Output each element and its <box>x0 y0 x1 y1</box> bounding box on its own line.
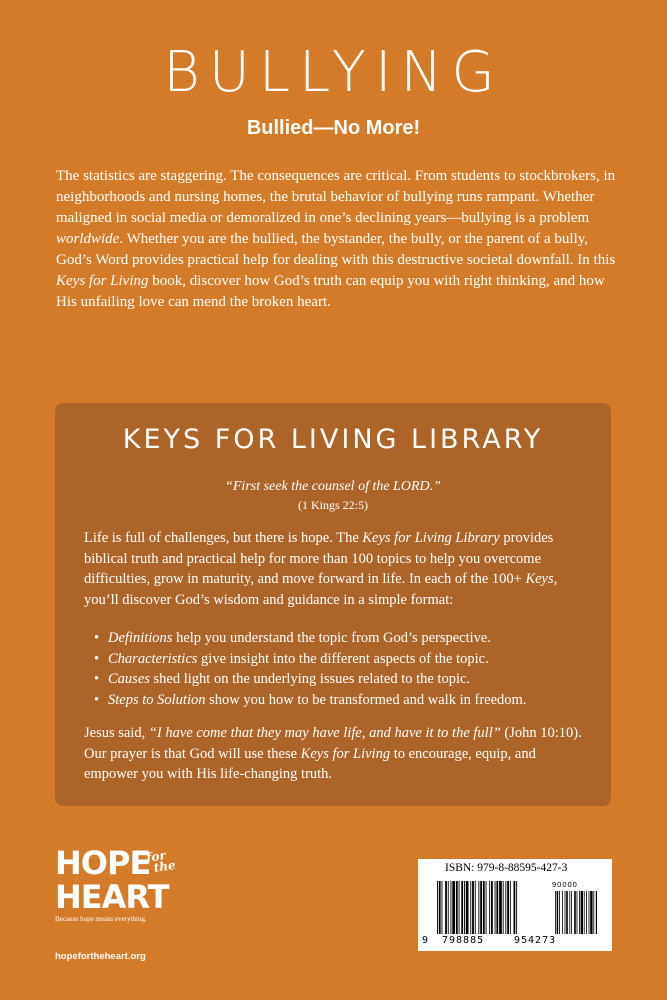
barcode-bar <box>475 881 476 934</box>
barcode-addon-bar <box>593 891 594 934</box>
isbn-number: ISBN: 979-8-88595-427-3 <box>445 862 568 874</box>
barcode-bar <box>470 881 471 934</box>
feature-item <box>84 669 589 690</box>
barcode-bar <box>445 881 447 934</box>
barcode-right-digits: 954273 <box>514 935 557 946</box>
barcode-addon-bar <box>557 891 559 934</box>
barcode-left-digits: 798885 <box>442 935 485 946</box>
feature-term: Steps to Solution <box>108 691 206 708</box>
feature-item <box>84 690 589 711</box>
feature-text: help you understand the topic from God’s perspective. <box>172 630 491 646</box>
book-title: BULLYING <box>163 40 504 105</box>
closing-text-1: Jesus said, <box>84 725 149 741</box>
barcode-block <box>418 859 612 951</box>
barcode-addon-bar <box>566 891 568 934</box>
barcode-lead-digit: 9 <box>422 935 430 946</box>
feature-term: Characteristics <box>108 650 198 667</box>
intro-series-name: Keys for Living <box>56 273 149 289</box>
barcode-bar <box>510 881 511 934</box>
barcode-bar <box>503 881 504 934</box>
library-quote: “First seek the counsel of the LORD.” <box>225 479 441 494</box>
library-heading: KEYS FOR LIVING LIBRARY <box>122 424 544 455</box>
barcode-bar <box>489 881 490 934</box>
barcode-bar <box>437 881 438 934</box>
barcode-bar <box>451 881 452 934</box>
library-text-2: provides biblical truth and practical help for more than 100 topics to help you overcome difficulties, grow in maturity, and move forward in life. In each of the 100+ <box>84 530 554 587</box>
barcode-bar <box>439 881 441 934</box>
barcode-addon-bar <box>565 891 566 934</box>
barcode-bar <box>496 881 498 934</box>
publisher-website: hopefortheheart.org <box>55 951 146 962</box>
barcode-addon-bar <box>590 891 592 934</box>
closing-reference: (John 10:10). Our prayer is that God will use these <box>84 725 582 762</box>
feature-list <box>84 628 589 710</box>
barcode-bar <box>507 881 509 934</box>
barcode-addon-bar <box>569 891 570 934</box>
feature-item <box>84 628 589 649</box>
barcode-addon-bar <box>589 891 590 934</box>
barcode-addon: 90000 <box>552 880 578 889</box>
logo-heart: HEART <box>55 878 169 916</box>
barcode-addon-bar <box>579 891 580 934</box>
library-closing <box>84 723 589 785</box>
barcode-bar <box>459 881 460 934</box>
book-subtitle: Bullied—No More! <box>246 117 421 139</box>
intro-paragraph <box>56 166 616 313</box>
feature-term: Definitions <box>108 630 173 646</box>
barcode-bar <box>486 881 487 934</box>
barcode-addon-bar <box>596 891 597 934</box>
logo-tagline: Because hope means everything. <box>55 915 147 923</box>
library-name: Keys for Living Library <box>362 530 500 546</box>
intro-text-3: book, discover how God’s truth can equip you with right thinking, and how His unfailing love can mend the broken heart. <box>56 273 605 310</box>
barcode-addon-bar <box>574 891 576 934</box>
barcode-addon-bar <box>586 891 587 934</box>
barcode-bar <box>472 881 474 934</box>
publisher-logo <box>55 846 190 923</box>
library-quote-reference: (1 Kings 22:5) <box>298 498 368 512</box>
barcode-addon-bar <box>577 891 578 934</box>
barcode-bar <box>466 881 469 934</box>
intro-emphasis: worldwide <box>56 231 120 247</box>
logo-for: for <box>145 848 167 865</box>
barcode-bar <box>478 881 479 934</box>
barcode-bar <box>442 881 443 934</box>
closing-text-2: to encourage, equip, and empower you with His life-changing truth. <box>84 745 536 782</box>
barcode-bar <box>480 881 482 934</box>
library-keys-word: Keys <box>525 571 554 587</box>
feature-term: Causes <box>108 671 150 687</box>
closing-series: Keys for Living <box>300 745 391 762</box>
barcode-addon-bar <box>584 891 585 934</box>
barcode-addon-bar <box>571 891 572 934</box>
barcode-addon-bar <box>562 891 563 934</box>
barcode-bar <box>491 881 493 934</box>
barcode-bar <box>514 881 516 934</box>
barcode-addon-bar <box>555 891 556 934</box>
barcode-bar <box>461 881 463 934</box>
intro-text-1: The statistics are staggering. The consequences are critical. From students to stockbrokers, in neighborhoods and nursing homes, the brutal behavior of bullying runs rampant. Whether maligned in social media or demoralized in one’s declining years—bullying is a problem <box>56 168 616 226</box>
barcode-bar <box>495 881 496 934</box>
logo-the: the <box>152 857 177 875</box>
feature-item <box>84 649 589 670</box>
barcode-bar <box>499 881 502 934</box>
barcode-addon-bar <box>559 891 560 934</box>
barcode-bar <box>516 881 517 934</box>
barcode-bar <box>505 881 506 934</box>
logo-hope: HOPE <box>55 844 151 882</box>
closing-quote: “I have come that they may have life, and have it to the full” <box>148 725 501 741</box>
library-text-1: Life is full of challenges, but there is hope. The <box>84 530 363 546</box>
barcode-bar <box>452 881 455 934</box>
library-description <box>84 528 589 610</box>
library-panel <box>55 403 611 806</box>
intro-text-2: . Whether you are the bullied, the bystander, the bully, or the parent of a bully, God’s Word provides practical help for dealing with this destructive societal downfall. In this <box>56 231 616 268</box>
barcode-addon-bar <box>581 891 583 934</box>
barcode-bar <box>464 881 465 934</box>
barcode-bar <box>456 881 458 934</box>
feature-text: give insight into the different aspects of the topic. <box>197 650 489 667</box>
feature-text: shed light on the underlying issues related to the topic. <box>149 671 471 687</box>
barcode-bar <box>483 881 485 934</box>
barcode-bar <box>448 881 449 934</box>
feature-text: show you how to be transformed and walk in freedom. <box>205 691 527 708</box>
library-text-3: , you’ll discover God’s wisdom and guidance in a simple format: <box>84 571 558 608</box>
